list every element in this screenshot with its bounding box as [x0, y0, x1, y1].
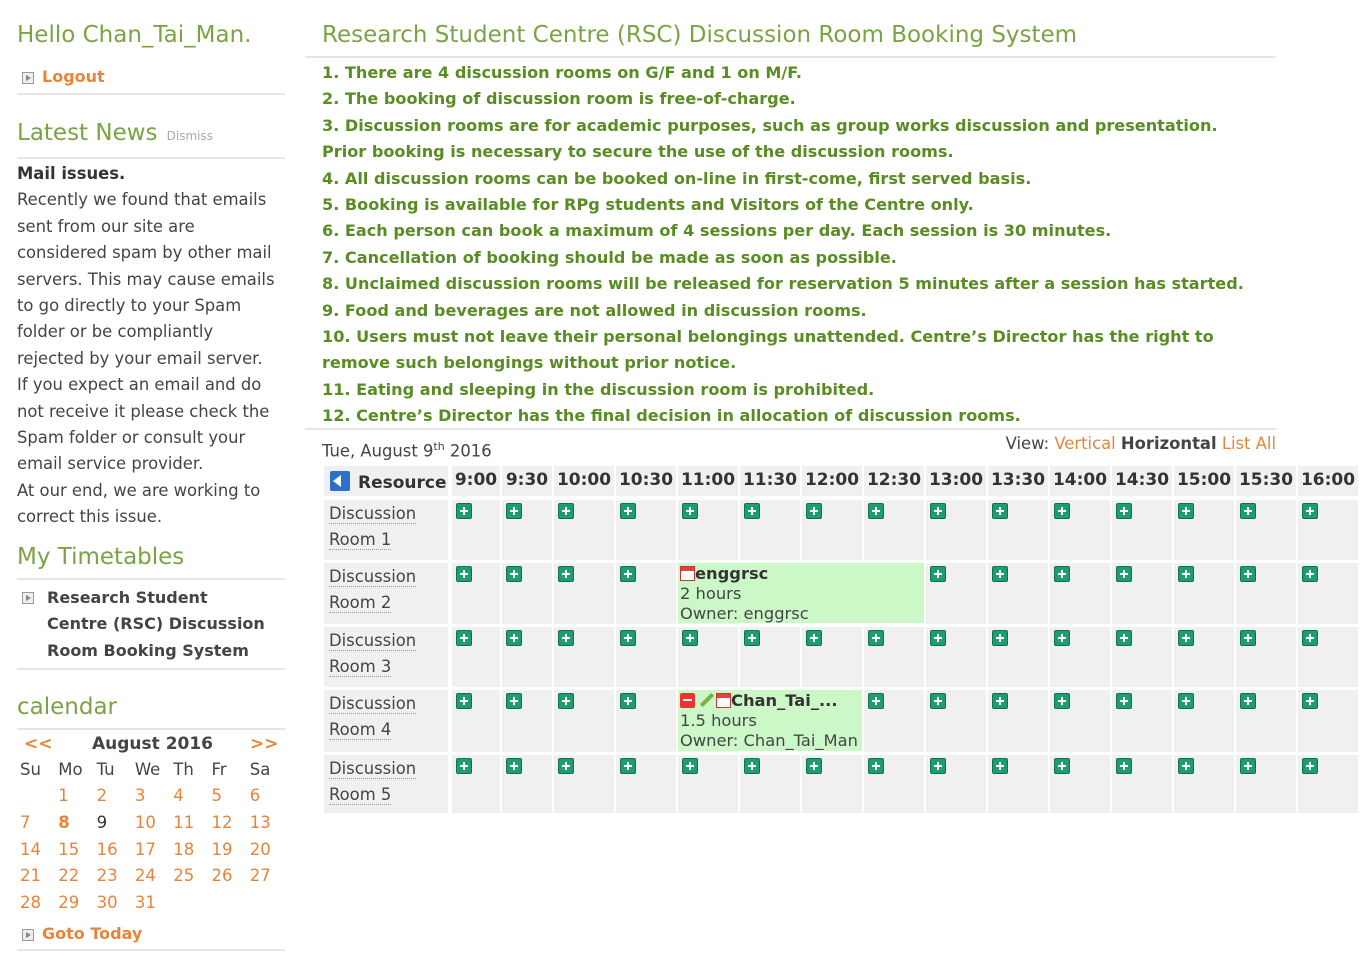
goto-today-label[interactable]: Goto Today: [42, 924, 143, 943]
booking-block[interactable]: [678, 690, 862, 751]
add-booking-icon[interactable]: [1240, 630, 1256, 646]
room-label[interactable]: [329, 501, 416, 554]
room-label-line[interactable]: Discussion: [329, 567, 417, 586]
calendar-day[interactable]: 20: [249, 839, 271, 859]
add-booking-icon[interactable]: [1178, 758, 1194, 774]
add-booking-icon[interactable]: [806, 758, 822, 774]
rule-line: 6. Each person can book a maximum of 4 sessions per day. Each session is 30 minutes.: [322, 221, 1112, 241]
add-booking-icon[interactable]: [456, 693, 472, 709]
add-booking-icon[interactable]: [930, 503, 946, 519]
calendar-grid: [17, 756, 285, 916]
time-header: 11:00: [678, 466, 738, 496]
time-header: 10:00: [554, 466, 614, 496]
calendar-day[interactable]: 25: [173, 866, 195, 886]
calendar-day[interactable]: 24: [134, 866, 156, 886]
time-header: 12:30: [864, 466, 924, 496]
date-text: Tue, August 9: [322, 441, 434, 461]
add-booking-icon[interactable]: [620, 630, 636, 646]
calendar-day[interactable]: 10: [134, 812, 156, 832]
room-label-cell: [324, 563, 448, 624]
add-booking-icon[interactable]: [744, 630, 760, 646]
booking-duration: 2 hours: [680, 584, 742, 603]
calendar-day[interactable]: 30: [96, 892, 118, 912]
view-horizontal-current: Horizontal: [1120, 434, 1217, 453]
add-booking-icon[interactable]: [1054, 758, 1070, 774]
goto-today-link[interactable]: [17, 924, 142, 943]
add-booking-icon[interactable]: [1302, 566, 1318, 582]
add-booking-icon[interactable]: [558, 758, 574, 774]
add-booking-icon[interactable]: [1054, 566, 1070, 582]
booking-duration: 1.5 hours: [680, 711, 757, 730]
calendar-day[interactable]: 21: [20, 866, 41, 886]
rule-line: 7. Cancellation of booking should be made as soon as possible.: [322, 247, 897, 267]
calendar-heading: calendar: [17, 694, 118, 720]
delete-booking-icon[interactable]: [680, 693, 695, 708]
rule-line: 10. Users must not leave their personal belongings unattended. Centre’s Director has the right to: [322, 327, 1214, 347]
add-booking-icon[interactable]: [620, 503, 636, 519]
time-header: 13:30: [988, 466, 1048, 496]
news-body-line: If you expect an email and do: [17, 375, 262, 395]
rule-line: 2. The booking of discussion room is free-of-charge.: [322, 89, 796, 109]
rules-list: [322, 60, 1282, 430]
edit-booking-icon[interactable]: [698, 692, 714, 708]
calendar-day[interactable]: 22: [58, 866, 80, 886]
add-booking-icon[interactable]: [456, 503, 472, 519]
calendar-weekday: Fr: [211, 759, 227, 779]
add-booking-icon[interactable]: [992, 566, 1008, 582]
calendar-day-today[interactable]: 8: [58, 812, 70, 832]
time-header: 13:00: [926, 466, 986, 496]
add-booking-icon[interactable]: [1302, 758, 1318, 774]
add-booking-icon[interactable]: [1302, 503, 1318, 519]
calendar-day[interactable]: 12: [211, 812, 233, 832]
view-switcher: [1006, 434, 1276, 453]
timetable-link-line[interactable]: Room Booking System: [47, 640, 249, 660]
booking-title[interactable]: enggrsc: [695, 564, 769, 583]
calendar-day[interactable]: 6: [249, 786, 261, 806]
news-body-line: sent from our site are: [17, 216, 195, 236]
add-booking-icon[interactable]: [806, 503, 822, 519]
calendar-day[interactable]: 18: [173, 839, 195, 859]
news-body-line: email service provider.: [17, 454, 204, 474]
room-label-line[interactable]: Discussion: [329, 504, 417, 523]
calendar-weekday: We: [134, 759, 161, 779]
calendar-icon: [680, 566, 695, 581]
add-booking-icon[interactable]: [682, 503, 698, 519]
calendar-day[interactable]: 11: [173, 812, 195, 832]
timetable-link[interactable]: [17, 585, 285, 664]
add-booking-icon[interactable]: [992, 758, 1008, 774]
news-body-line: to go directly to your Spam: [17, 296, 242, 316]
room-label-line[interactable]: Discussion: [329, 631, 417, 650]
time-header: 11:30: [740, 466, 800, 496]
divider: [17, 728, 285, 730]
add-booking-icon[interactable]: [806, 630, 822, 646]
room-label[interactable]: [329, 756, 416, 809]
add-booking-icon[interactable]: [620, 566, 636, 582]
calendar-day[interactable]: 4: [173, 786, 184, 806]
rule-line: 8. Unclaimed discussion rooms will be released for reservation 5 minutes after a session has started.: [322, 274, 1244, 294]
add-booking-icon[interactable]: [868, 630, 884, 646]
date-display: [322, 440, 492, 460]
add-booking-icon[interactable]: [558, 503, 574, 519]
news-heading-row: [17, 120, 213, 146]
add-booking-icon[interactable]: [1116, 566, 1132, 582]
calendar-day[interactable]: 28: [20, 892, 41, 912]
calendar-prev-button[interactable]: <<: [24, 734, 53, 754]
date-suffix: th: [433, 440, 445, 453]
news-body-line: At our end, we are working to: [17, 480, 261, 500]
add-booking-icon[interactable]: [1178, 566, 1194, 582]
add-booking-icon[interactable]: [930, 566, 946, 582]
time-header: 14:00: [1050, 466, 1110, 496]
calendar-day[interactable]: 13: [249, 812, 271, 832]
add-booking-icon[interactable]: [456, 758, 472, 774]
add-booking-icon[interactable]: [930, 693, 946, 709]
room-label[interactable]: [329, 628, 416, 681]
booking-owner: Owner: Chan_Tai_Man: [680, 731, 858, 750]
add-booking-icon[interactable]: [506, 758, 522, 774]
calendar-empty-cell: [170, 889, 208, 916]
calendar-day[interactable]: 2: [96, 786, 108, 806]
rule-line: remove such belongings without prior notice.: [322, 353, 737, 373]
news-body-line: folder or be compliantly: [17, 322, 214, 342]
arrow-bullet-icon: [22, 929, 34, 941]
booking-title[interactable]: Chan_Tai_...: [731, 691, 838, 710]
calendar-day[interactable]: 23: [96, 866, 118, 886]
calendar-day[interactable]: 16: [96, 839, 118, 859]
room-label-line[interactable]: Room 1: [329, 530, 392, 550]
arrow-bullet-icon: [22, 592, 34, 604]
add-booking-icon[interactable]: [558, 630, 574, 646]
view-listall-link[interactable]: List All: [1221, 434, 1276, 453]
add-booking-icon[interactable]: [744, 503, 760, 519]
calendar-day[interactable]: 1: [58, 786, 69, 806]
calendar-empty-cell: [247, 889, 285, 916]
add-booking-icon[interactable]: [992, 503, 1008, 519]
news-body-line: Recently we found that emails: [17, 190, 267, 210]
mini-calendar: [17, 734, 285, 916]
add-booking-icon[interactable]: [1302, 693, 1318, 709]
news-item: [17, 161, 287, 531]
view-label: View:: [1005, 434, 1050, 453]
dismiss-link[interactable]: Dismiss: [166, 129, 213, 143]
calendar-weekday: Tu: [96, 759, 115, 779]
room-label-cell: [324, 755, 448, 813]
calendar-day[interactable]: 14: [20, 839, 41, 859]
divider: [17, 93, 285, 95]
calendar-next-button[interactable]: >>: [250, 734, 279, 754]
add-booking-icon[interactable]: [992, 630, 1008, 646]
add-booking-icon[interactable]: [930, 758, 946, 774]
add-booking-icon[interactable]: [558, 566, 574, 582]
timetables-heading: My Timetables: [17, 544, 185, 570]
add-booking-icon[interactable]: [930, 630, 946, 646]
add-booking-icon[interactable]: [1116, 693, 1132, 709]
room-label-line[interactable]: Room 2: [329, 593, 392, 613]
calendar-day[interactable]: 3: [134, 786, 146, 806]
add-booking-icon[interactable]: [744, 758, 760, 774]
greeting: Hello Chan_Tai_Man.: [17, 22, 252, 48]
divider: [17, 578, 285, 580]
time-header: 14:30: [1112, 466, 1172, 496]
calendar-icon: [716, 693, 731, 708]
add-booking-icon[interactable]: [558, 693, 574, 709]
add-booking-icon[interactable]: [620, 758, 636, 774]
calendar-day[interactable]: 19: [211, 839, 233, 859]
room-label-line[interactable]: Room 5: [329, 785, 392, 805]
add-booking-icon[interactable]: [682, 758, 698, 774]
time-header: 15:00: [1174, 466, 1234, 496]
time-header: 9:00: [452, 466, 500, 496]
news-title: Mail issues.: [17, 164, 126, 183]
rule-line: Prior booking is necessary to secure the use of the discussion rooms.: [322, 142, 954, 162]
time-header: 15:30: [1236, 466, 1296, 496]
calendar-empty-cell: [17, 783, 55, 810]
room-label-cell: [324, 627, 448, 687]
time-header: 16:00: [1298, 466, 1358, 496]
add-booking-icon[interactable]: [1116, 630, 1132, 646]
rule-line: 4. All discussion rooms can be booked on-line in first-come, first served basis.: [322, 168, 1032, 188]
add-booking-icon[interactable]: [1054, 693, 1070, 709]
resource-header-label: Resource: [358, 473, 447, 493]
add-booking-icon[interactable]: [1240, 566, 1256, 582]
time-header: 12:00: [802, 466, 862, 496]
add-booking-icon[interactable]: [868, 503, 884, 519]
divider: [17, 949, 285, 951]
time-header: 10:30: [616, 466, 676, 496]
news-heading: Latest News: [17, 120, 158, 146]
add-booking-icon[interactable]: [456, 566, 472, 582]
calendar-day[interactable]: 17: [134, 839, 156, 859]
add-booking-icon[interactable]: [1240, 693, 1256, 709]
add-booking-icon[interactable]: [506, 566, 522, 582]
add-booking-icon[interactable]: [1240, 503, 1256, 519]
calendar-day[interactable]: 29: [58, 892, 80, 912]
add-booking-icon[interactable]: [506, 630, 522, 646]
timetable-link-line[interactable]: Research Student: [47, 588, 208, 607]
add-booking-icon[interactable]: [1178, 503, 1194, 519]
news-body-line: Spam folder or consult your: [17, 428, 246, 448]
calendar-day[interactable]: 15: [58, 839, 80, 859]
room-label-line[interactable]: Room 3: [329, 657, 392, 677]
calendar-day[interactable]: 31: [134, 892, 156, 912]
booking-block[interactable]: [678, 563, 924, 623]
calendar-day-selected: 9: [96, 812, 108, 832]
room-label[interactable]: [329, 691, 416, 744]
calendar-weekday: Sa: [249, 759, 271, 779]
logout-link[interactable]: [17, 67, 105, 86]
calendar-day[interactable]: 27: [249, 866, 271, 886]
calendar-day[interactable]: 26: [211, 866, 233, 886]
add-booking-icon[interactable]: [868, 693, 884, 709]
calendar-empty-cell: [209, 889, 247, 916]
calendar-weekday: Su: [20, 759, 41, 779]
timetable-link-line[interactable]: Centre (RSC) Discussion: [47, 614, 265, 634]
resource-header: [324, 466, 448, 496]
add-booking-icon[interactable]: [506, 693, 522, 709]
add-booking-icon[interactable]: [992, 693, 1008, 709]
view-vertical-link[interactable]: Vertical: [1054, 434, 1116, 453]
add-booking-icon[interactable]: [1178, 630, 1194, 646]
rule-line: 1. There are 4 discussion rooms on G/F and 1 on M/F.: [322, 63, 803, 82]
divider: [17, 157, 285, 159]
add-booking-icon[interactable]: [1116, 503, 1132, 519]
back-arrow-icon[interactable]: [330, 471, 350, 491]
room-label-line[interactable]: Discussion: [329, 694, 417, 713]
room-label[interactable]: [329, 564, 416, 617]
calendar-weekday: Th: [173, 759, 194, 779]
rule-line: 5. Booking is available for RPg students and Visitors of the Centre only.: [322, 195, 974, 215]
logout-label[interactable]: Logout: [42, 67, 105, 86]
room-label-line[interactable]: Discussion: [329, 759, 417, 778]
add-booking-icon[interactable]: [1302, 630, 1318, 646]
room-label-cell: [324, 690, 448, 752]
divider: [17, 668, 285, 670]
news-body-line: not receive it please check the: [17, 401, 270, 421]
add-booking-icon[interactable]: [1116, 758, 1132, 774]
arrow-bullet-icon: [22, 72, 34, 84]
calendar-day[interactable]: 5: [211, 786, 222, 806]
booking-owner: Owner: enggrsc: [680, 604, 809, 623]
add-booking-icon[interactable]: [1054, 630, 1070, 646]
add-booking-icon[interactable]: [1054, 503, 1070, 519]
rule-line: 9. Food and beverages are not allowed in discussion rooms.: [322, 300, 867, 320]
news-body-line: considered spam by other mail: [17, 243, 272, 263]
add-booking-icon[interactable]: [620, 693, 636, 709]
news-body-line: correct this issue.: [17, 507, 163, 527]
rule-line: 3. Discussion rooms are for academic purposes, such as group works discussion and presentation.: [322, 115, 1218, 135]
add-booking-icon[interactable]: [868, 758, 884, 774]
rule-line: 12. Centre’s Director has the final decision in allocation of discussion rooms.: [322, 406, 1021, 426]
add-booking-icon[interactable]: [456, 630, 472, 646]
rule-line: 11. Eating and sleeping in the discussion room is prohibited.: [322, 379, 875, 399]
add-booking-icon[interactable]: [1178, 693, 1194, 709]
news-body: [17, 187, 287, 530]
room-label-cell: [324, 500, 448, 560]
calendar-day[interactable]: 7: [20, 812, 31, 832]
divider: [305, 428, 1276, 430]
page-title: Research Student Centre (RSC) Discussion Room Booking System: [322, 22, 1078, 48]
room-label-line[interactable]: Room 4: [329, 720, 392, 740]
calendar-weekday: Mo: [58, 759, 83, 779]
add-booking-icon[interactable]: [506, 503, 522, 519]
divider: [305, 56, 1276, 58]
date-year: 2016: [444, 441, 492, 461]
add-booking-icon[interactable]: [682, 630, 698, 646]
time-header: 9:30: [502, 466, 552, 496]
news-body-line: servers. This may cause emails: [17, 269, 275, 289]
calendar-month-title: August 2016: [92, 734, 214, 754]
add-booking-icon[interactable]: [1240, 758, 1256, 774]
news-body-line: rejected by your email server.: [17, 348, 263, 368]
